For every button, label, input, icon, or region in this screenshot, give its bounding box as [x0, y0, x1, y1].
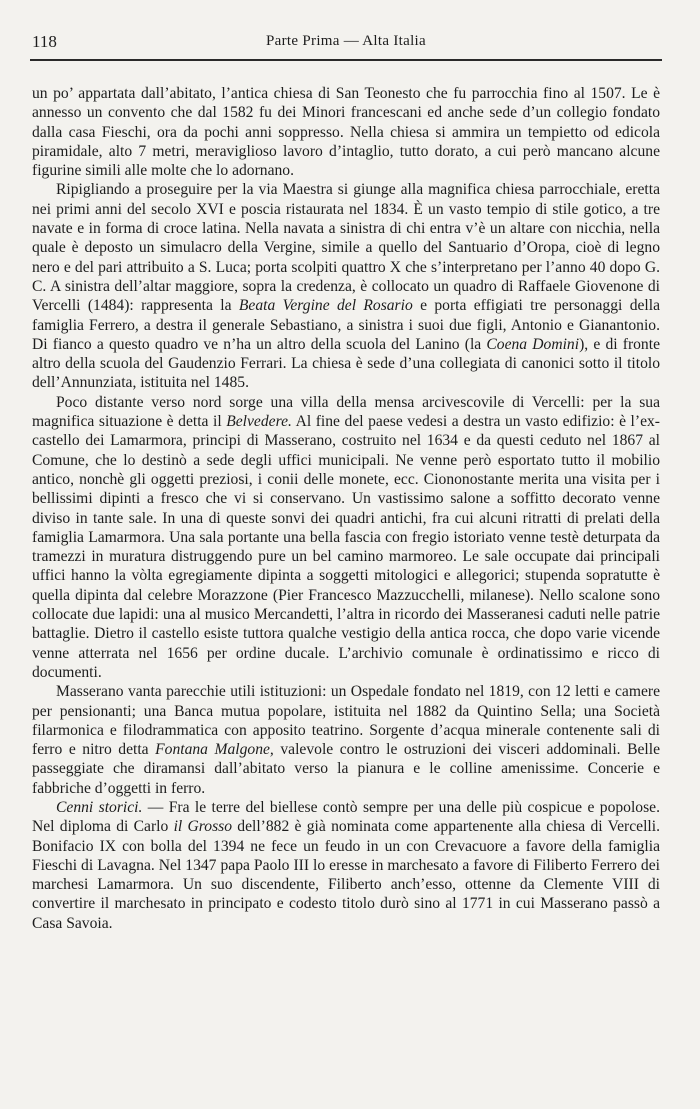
paragraph-text: dell’882 è già nominata come appartenente alla chiesa di Vercelli. Bonifacio IX con bolla del 1394 ne fece un feudo in un con Crevacuore a favore della famiglia Fieschi di Lavagna. Nel 1347 papa Paolo III lo eresse in marchesato a favore di Filiberto Ferrero dei marchesi Lamarmora. Un suo discendente, Filiberto anch’esso, ottenne da Clemente VIII di convertire il marchesato in principato e codesto titolo durò sino al 1771 in cui Masserano passò a Casa Savoia.: [32, 818, 660, 932]
paragraph: [32, 180, 660, 392]
paragraph-text: un po’ appartata dall’abitato, l’antica chiesa di San Teonesto che fu parrocchia fino al 1507. Le è annesso un convento che dal 1582 fu dei Minori francescani ed anche sede d’un collegio fondato dalla casa Fieschi, ora da pochi anni soppresso. Nella chiesa si ammira un tempietto od edicola piramidale, alto 7 metri, meraviglioso lavoro d’intaglio, tutto dorato, a cui però mancano alcune figurine simili alle molte che lo adornano.: [32, 85, 660, 180]
paragraph: [32, 798, 660, 933]
paragraph-text: Masserano vanta parecchie utili istituzioni: un Ospedale fondato nel 1819, con 12 letti e camere per pensionanti; una Banca mutua popolare, istituita nel 1882 da Quintino Sella; una Società filarmonica e filodrammatica con apposito teatrino. Sorgente d’acqua minerale contenente sali di ferro e nitro detta: [32, 683, 660, 759]
paragraph-text: Poco distante verso nord sorge una villa della mensa arcivescovile di Vercelli: per la sua magnifica situazione è detta il: [32, 393, 660, 431]
paragraph-text: — Fra le terre del biellese contò sempre per una delle più cospicue e popolose. Nel diploma di Carlo: [32, 798, 660, 836]
italic-text: Beata Vergine del Rosario: [238, 297, 413, 315]
body-text: [32, 84, 660, 933]
paragraph: [32, 682, 660, 798]
page-header: [32, 32, 660, 54]
italic-text: Fontana Malgone,: [155, 741, 274, 759]
italic-text: Belvedere.: [226, 413, 292, 431]
running-title: Parte Prima — Alta Italia: [266, 33, 426, 49]
page-number: 118: [32, 32, 57, 51]
italic-text: Coena Domini: [486, 335, 580, 353]
italic-text: Cenni storici.: [56, 798, 143, 816]
paragraph: [32, 393, 660, 682]
paragraph-text: Al fine del paese vedesi a destra un vasto edifizio: è l’ex-castello dei Lamarmora, principi di Masserano, costruito nel 1634 e da questi ceduto nel 1867 al Comune, che lo destinò a sede degli uffici municipali. Ne venne però esportato tutto il mobilio antico, nonchè gli oggetti preziosi, i conii delle monete, ecc. Ciononostante merita una visita per i bellissimi dipinti a fresco che vi si conservano. Un vastissimo salone a soffitto decorato venne diviso in tante sale. In una di queste sonvi dei quadri antichi, fra cui alcuni ritratti di prelati della famiglia Lamarmora. Una sala portante una bella fascia con fregio istoriato venne testè deturpata da tramezzi in muratura distruggendo pure un bel camino marmoreo. Le sale occupate dai principali uffici hanno la vòlta egregiamente dipinta a soggetti mitologici e allegorici; stupenda sopratutte è quella dipinta dal celebre Morazzone (Pier Francesco Mazzucchelli, milanese). Nello scalone sono collocate due lapidi: una al musico Mercandetti, l’altra in ricordo dei Masseranesi caduti nelle patrie battaglie. Dietro il castello esiste tuttora qualche vestigio della antica rocca, che dopo varie vicende venne atterrata nel 1656 per ordine ducale. L’archivio comunale è ordinatissimo e ricco di documenti.: [32, 413, 660, 681]
paragraph: [32, 84, 660, 180]
paragraph-text: ), e di fronte altro della scuola del Gaudenzio Ferrari. La chiesa è sede d’una collegiata di canonici sotto il titolo dell’Annunziata, istituita nel 1485.: [32, 335, 660, 392]
header-rule: [30, 59, 662, 61]
paragraph-text: Ripigliando a proseguire per la via Maestra si giunge alla magnifica chiesa parrocchiale, eretta nei primi anni del secolo XVI e poscia ristaurata nel 1834. È un vasto tempio di stile gotico, a tre navate e in forma di croce latina. Nella navata a sinistra di chi entra v’è un altare con nicchia, nella quale è deposto un simulacro della Vergine, simile a quello del Santuario d’Oropa, cioè di legno nero e del pari attribuito a S. Luca; porta scolpiti quattro X che s’interpretano per l’anno 40 dopo G. C. A sinistra dell’altar maggiore, sopra la credenza, è collocato un quadro di Raffaele Giovenone di Vercelli (1484): rappresenta la: [32, 181, 660, 315]
paragraph-text: valevole contro le ostruzioni dei visceri addominali. Belle passeggiate che diramansi dall’abitato verso la pianura e le colline amenissime. Concerie e fabbriche d’oggetti in ferro.: [32, 741, 660, 797]
italic-text: il Grosso: [173, 818, 232, 836]
paragraph-text: e porta effigiati tre personaggi della famiglia Ferrero, a destra il generale Sebastiano, a sinistra i suoi due figli, Antonio e Gianantonio. Di fianco a questo quadro ve n’ha un altro della scuola del Lanino (la: [32, 297, 661, 353]
